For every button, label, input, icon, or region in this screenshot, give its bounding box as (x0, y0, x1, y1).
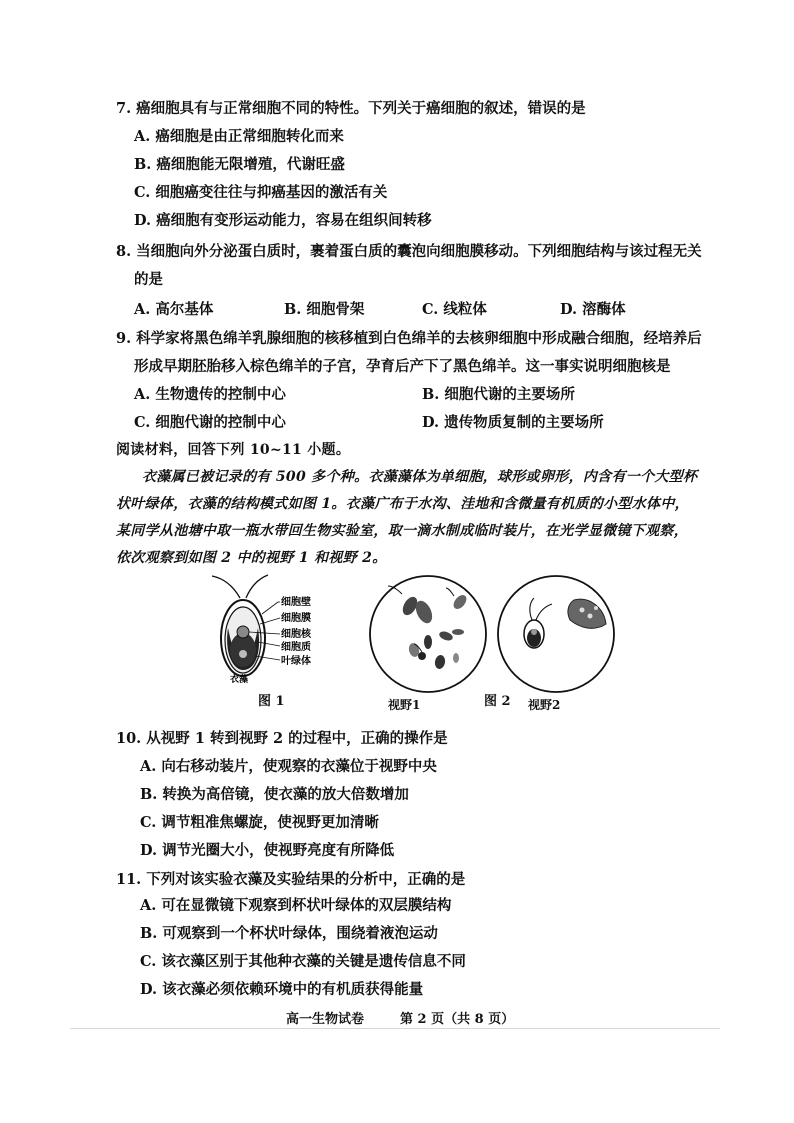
label-cell-wall: 细胞壁 (281, 597, 311, 608)
q7-option-c: C. 细胞癌变往往与抑癌基因的激活有关 (134, 184, 388, 201)
q10-option-c: C. 调节粗准焦螺旋，使视野更加清晰 (140, 814, 379, 831)
q10-option-d: D. 调节光圈大小，使视野亮度有所降低 (140, 842, 395, 859)
q8-option-d: D. 溶酶体 (560, 301, 626, 318)
figure1-chlamydomonas-diagram (200, 570, 330, 685)
view1-label: 视野1 (388, 698, 421, 712)
q10-option-a: A. 向右移动装片，使观察的衣藻位于视野中央 (140, 758, 437, 775)
q7-stem: 7. 癌细胞具有与正常细胞不同的特性。下列关于癌细胞的叙述，错误的是 (116, 100, 586, 117)
pyrenoid-shape (239, 650, 247, 658)
q8-option-b: B. 细胞骨架 (284, 301, 365, 318)
view1-field-circle (370, 576, 486, 692)
material-line-3: 某同学从池塘中取一瓶水带回生物实验室，取一滴水制成临时装片，在光学显微镜下观察， (116, 523, 688, 539)
q9-option-d: D. 遗传物质复制的主要场所 (422, 414, 604, 431)
q8-stem-line1: 8. 当细胞向外分泌蛋白质时，裹着蛋白质的囊泡向细胞膜移动。下列细胞结构与该过程无关 (116, 243, 702, 260)
footer-divider (70, 1028, 720, 1029)
figure1-caption: 图 1 (258, 694, 285, 709)
label-cytoplasm: 细胞质 (281, 642, 311, 653)
q7-option-a: A. 癌细胞是由正常细胞转化而来 (134, 128, 344, 145)
q10-stem: 10. 从视野 1 转到视野 2 的过程中，正确的操作是 (116, 730, 448, 747)
view2-label: 视野2 (528, 698, 561, 712)
footer-subject: 高一生物试卷 (286, 1012, 365, 1027)
figure2-caption: 图 2 (484, 694, 511, 709)
q11-option-b: B. 可观察到一个杯状叶绿体，围绕着液泡运动 (140, 925, 438, 942)
footer-page-number: 第 2 页（共 8 页） (400, 1012, 515, 1027)
figure2-view2-diagram (494, 572, 618, 696)
label-organism: 衣藻 (230, 675, 249, 685)
view2-field-circle (498, 576, 614, 692)
q9-option-a: A. 生物遗传的控制中心 (134, 386, 286, 403)
label-nucleus: 细胞核 (281, 629, 311, 640)
q11-option-d: D. 该衣藻必须依赖环境中的有机质获得能量 (140, 981, 424, 998)
q8-option-c: C. 线粒体 (422, 301, 487, 318)
q7-option-b: B. 癌细胞能无限增殖，代谢旺盛 (134, 156, 345, 173)
material-line-4: 依次观察到如图 2 中的视野 1 和视野 2。 (116, 550, 387, 566)
q7-option-d: D. 癌细胞有变形运动能力，容易在组织间转移 (134, 212, 432, 229)
material-intro: 阅读材料，回答下列 10~11 小题。 (116, 442, 351, 458)
q8-stem-line2: 的是 (134, 271, 163, 288)
q10-option-b: B. 转换为高倍镜，使衣藻的放大倍数增加 (140, 786, 409, 803)
q8-option-a: A. 高尔基体 (134, 301, 214, 318)
nucleus-shape (237, 626, 249, 638)
q11-option-a: A. 可在显微镜下观察到杯状叶绿体的双层膜结构 (140, 897, 452, 914)
label-cell-membrane: 细胞膜 (281, 613, 311, 624)
q9-option-c: C. 细胞代谢的控制中心 (134, 414, 286, 431)
label-chloroplast: 叶绿体 (281, 656, 311, 667)
flagellum-right (246, 575, 268, 598)
q9-stem-line2: 形成早期胚胎移入棕色绵羊的子宫，孕育后产下了黑色绵羊。这一事实说明细胞核是 (134, 358, 671, 375)
material-line-2: 状叶绿体，衣藻的结构模式如图 1。衣藻广布于水沟、洼地和含微量有机质的小型水体中， (116, 496, 689, 512)
figure2-view1-diagram (366, 572, 490, 696)
q9-stem-line1: 9. 科学家将黑色绵羊乳腺细胞的核移植到白色绵羊的去核卵细胞中形成融合细胞，经培养后 (116, 330, 702, 347)
flagellum-left (212, 576, 240, 598)
q11-option-c: C. 该衣藻区别于其他种衣藻的关键是遗传信息不同 (140, 953, 466, 970)
material-line-1: 衣藻属已被记录的有 500 多个种。衣藻藻体为单细胞，球形或卵形，内含有一个大型杯 (142, 469, 698, 485)
q11-stem: 11. 下列对该实验衣藻及实验结果的分析中，正确的是 (116, 871, 466, 888)
q9-option-b: B. 细胞代谢的主要场所 (422, 386, 575, 403)
